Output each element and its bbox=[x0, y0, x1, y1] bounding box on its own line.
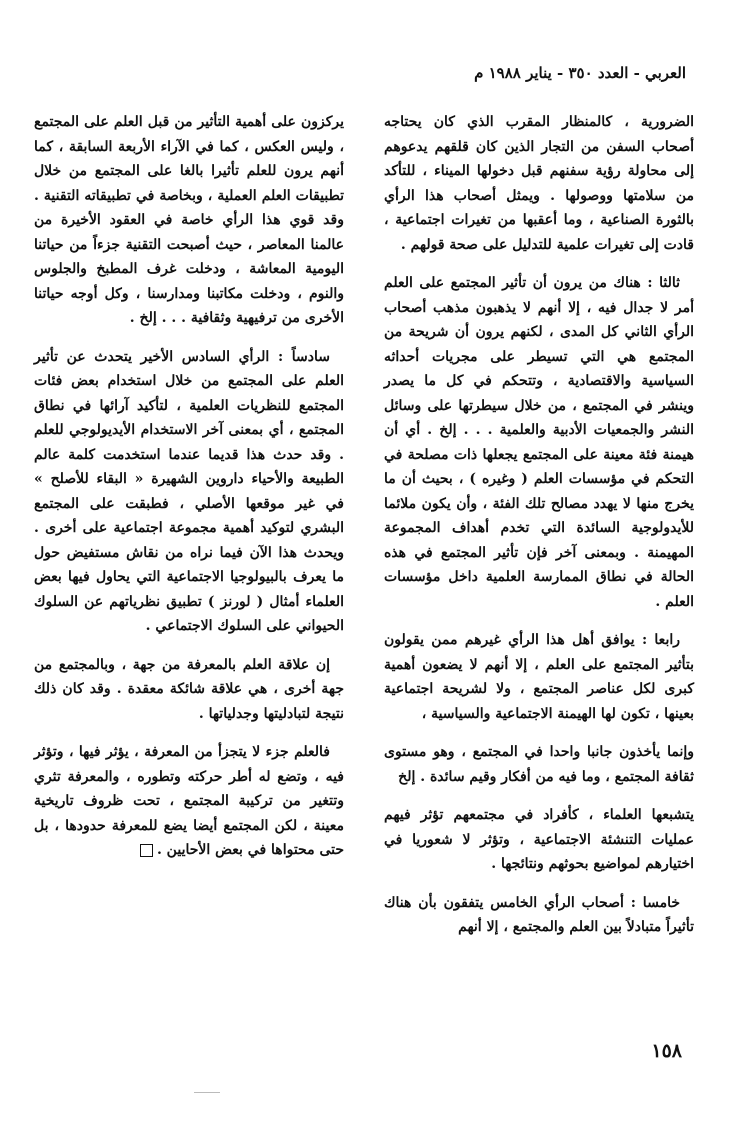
paragraph-necessity-example: الضرورية ، كالمنظار المقرب الذي كان يحتاجه أصحاب السفن من التجار الذين كان قلقهم يدعوهم إلى محاولة رؤية سفنهم قبل دخولها الميناء ، للتأكد من سلامتها ووصولها . ويمثل أصحاب هذا الرأي بالثورة الصناعية ، وما أعقبها من تغيرات اجتماعية ، قادت إلى تغيرات علمية للتدليل على صحة قولهم . bbox=[384, 114, 694, 253]
paragraph-conclusion bbox=[34, 740, 344, 863]
page-number: ١٥٨ bbox=[651, 1040, 682, 1062]
paragraph-sixth-view: سادساً : الرأي السادس الأخير يتحدث عن تأثير العلم على المجتمع من خلال استخدام بعض فئات المجتمع للنظريات العلمية ، لتأكيد آرائها في نطاق المجتمع ، أي بمعنى آخر الاستخدام الأيديولوجي للعلم . وقد حدث هذا قديما عندما استخدمت كلمة عالم الطبيعة والأحياء داروين الشهيرة « البقاء للأصلح » في غير موقعها الأصلي ، فطبقت على المجتمع البشري لتوكيد أهمية مجموعة اجتماعية على أخرى . ويحدث هذا الآن فيما نراه من نقاش مستفيض حول ما يعرف بالبيولوجيا الاجتماعية التي يحاول فيها بعض العلماء أمثال ( لورنز ) تطبيق نظرياتهم عن السلوك الحيواني على السلوك الاجتماعي . bbox=[34, 348, 344, 634]
paragraph-fourth-view-culture: وإنما يأخذون جانبا واحدا في المجتمع ، وهو مستوى ثقافة المجتمع ، وما فيه من أفكار وقيم سائدة . إلخ bbox=[384, 744, 694, 785]
end-of-article-square-icon bbox=[140, 844, 153, 857]
paragraph-fifth-view-continued: يركزون على أهمية التأثير من قبل العلم على المجتمع ، وليس العكس ، كما في الآراء الأربعة السابقة ، كما أنهم يرون للعلم تأثيرا بالغا على المجتمع من خلال تطبيقات العلم العملية ، وبخاصة في تطبيقاته التقنية . وقد قوي هذا الرأي خاصة في العقود الأخيرة من عالمنا المعاصر ، حيث أصبحت التقنية جزءاً من حياتنا اليومية المعاشة ، ودخلت غرف المطبخ والجلوس والنوم ، ودخلت مكاتبنا ومدارسنا ، وكل أوجه حياتنا الأخرى من ترفيهية وثقافية . . . إلخ . bbox=[34, 114, 344, 326]
left-column bbox=[34, 110, 344, 877]
right-column bbox=[384, 110, 694, 954]
paragraph-fourth-view-socialization: يتشبعها العلماء ، كأفراد في مجتمعهم تؤثر فيهم عمليات التنشئة الاجتماعية ، وتؤثر لا شعوريا في اختيارهم لمواضيع بحوثهم ونتائجها . bbox=[384, 807, 694, 872]
conclusion-text: فالعلم جزء لا يتجزأ من المعرفة ، يؤثر فيها ، وتؤثر فيه ، وتضع له أطر حركته وتطوره ، والمعرفة تثري وتتغير من تركيبة المجتمع ، تحت ظروف تاريخية معينة ، لكن المجتمع أيضا يضع للمعرفة حدودها ، بل حتى محتواها في بعض الأحايين . bbox=[34, 744, 344, 858]
paragraph-science-knowledge-society: إن علاقة العلم بالمعرفة من جهة ، وبالمجتمع من جهة أخرى ، هي علاقة شائكة معقدة . وقد كان ذلك نتيجة لتبادليتها وجدلياتها . bbox=[34, 656, 344, 722]
paragraph-third-view: ثالثا : هناك من يرون أن تأثير المجتمع على العلم أمر لا جدال فيه ، إلا أنهم لا يذهبون مذهب أصحاب الرأي الثاني كل المدى ، لكنهم يرون أن شريحة من المجتمع هي التي تسيطر على مجريات أحداثه السياسية والاقتصادية ، وتتحكم في كل ما يصدر وينشر في المجتمع ، من خلال سيطرتها على وسائل النشر والجمعيات الأدبية والعلمية . . . إلخ . أي أن هيمنة فئة معينة على المجتمع يجعلها ذات مصلحة في التحكم في مؤسسات العلم ( وغيره ) ، بحيث أن ما يخرج منها لا يهدد مصالح تلك الفئة ، وأن يكون ملائما للأيدولوجية السائدة التي تخدم أهداف المجموعة المهيمنة . وبمعنى آخر فإن تأثير المجتمع في هذه الحالة في نطاق الممارسة العلمية داخل مؤسسات العلم . bbox=[384, 275, 694, 610]
scan-mark bbox=[194, 1092, 220, 1093]
running-head: العربي - العدد ٣٥٠ - يناير ١٩٨٨ م bbox=[474, 64, 686, 82]
paragraph-fourth-view: رابعا : يوافق أهل هذا الرأي غيرهم ممن يقولون بتأثير المجتمع على العلم ، إلا أنهم لا يضعون أهمية كبرى لكل عناصر المجتمع ، ولا لشريحة اجتماعية بعينها ، تكون لها الهيمنة الاجتماعية والسياسية ، bbox=[384, 632, 694, 722]
paragraph-fifth-view: خامسا : أصحاب الرأي الخامس يتفقون بأن هناك تأثيراً متبادلاً بين العلم والمجتمع ، إلا أنهم bbox=[384, 894, 694, 935]
